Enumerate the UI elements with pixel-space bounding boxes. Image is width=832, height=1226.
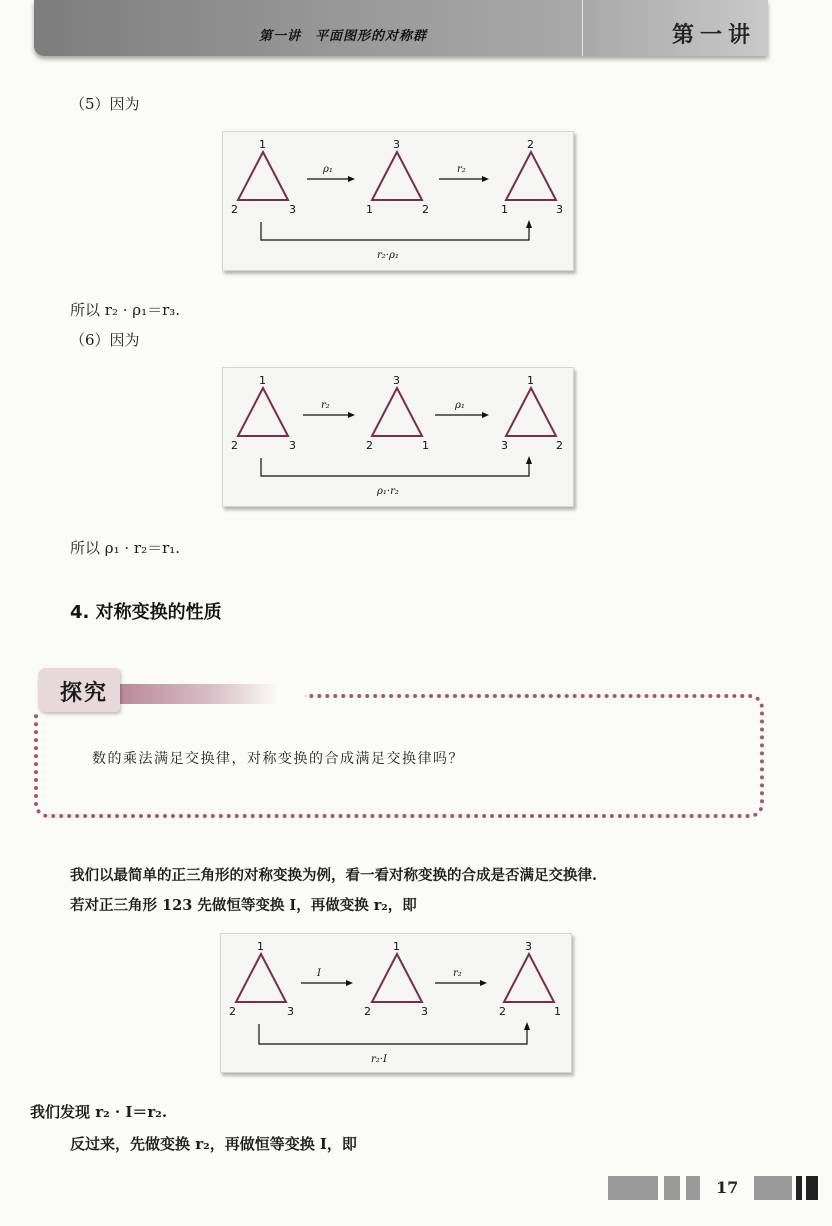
- vertex-label: 1: [422, 439, 429, 452]
- triangle-icon: [506, 152, 556, 200]
- composite-label: r₂·I: [371, 1054, 387, 1065]
- triangle-icon: [238, 152, 288, 200]
- arrowhead-icon: [480, 980, 487, 986]
- item6-label: （6）因为: [70, 331, 140, 349]
- operation-label: ρ₁: [323, 164, 333, 175]
- footer-decor-bar: [806, 1176, 818, 1200]
- vertex-label: 2: [364, 1005, 371, 1018]
- vertex-label: 1: [527, 374, 534, 387]
- composite-arrow-line: [261, 222, 529, 240]
- body-paragraph-line: 反过来，先做变换 r₂，再做恒等变换 I，即: [70, 1135, 357, 1153]
- vertex-label: 2: [499, 1005, 506, 1018]
- explore-label: 探究: [60, 681, 109, 706]
- operation-label: ρ₁: [455, 400, 465, 411]
- footer-decor-bar: [664, 1176, 680, 1200]
- figure-3-diagram: [221, 934, 571, 1072]
- header-title: 第一讲 平面图形的对称群: [259, 29, 428, 44]
- composite-label: r₂·ρ₁: [377, 250, 399, 261]
- figure-1-diagram: [223, 132, 573, 270]
- arrowhead-icon: [526, 456, 532, 464]
- item5-label: （5）因为: [70, 95, 140, 113]
- vertex-label: 3: [501, 439, 508, 452]
- arrowhead-icon: [482, 412, 489, 418]
- vertex-label: 3: [556, 203, 563, 216]
- triangle-icon: [504, 954, 554, 1002]
- vertex-label: 1: [393, 940, 400, 953]
- vertex-label: 2: [229, 1005, 236, 1018]
- page-number: 17: [716, 1178, 739, 1197]
- explore-ribbon: [118, 684, 278, 704]
- operation-label: r₂: [453, 968, 462, 979]
- vertex-label: 3: [289, 439, 296, 452]
- vertex-label: 2: [527, 138, 534, 151]
- vertex-label: 1: [501, 203, 508, 216]
- vertex-label: 1: [259, 374, 266, 387]
- vertex-label: 3: [289, 203, 296, 216]
- header-divider: [582, 0, 583, 56]
- figure-1: [222, 131, 574, 271]
- arrowhead-icon: [346, 980, 353, 986]
- vertex-label: 1: [554, 1005, 561, 1018]
- arrowhead-icon: [482, 176, 489, 182]
- vertex-label: 2: [231, 203, 238, 216]
- arrowhead-icon: [348, 412, 355, 418]
- item6-conclusion: 所以 ρ₁ · r₂＝r₁.: [70, 539, 181, 557]
- vertex-label: 1: [257, 940, 264, 953]
- vertex-label: 2: [366, 439, 373, 452]
- vertex-label: 2: [231, 439, 238, 452]
- header-lecture-label: 第一讲: [672, 22, 757, 48]
- figure-2: [222, 367, 574, 507]
- body-paragraph-line: 若对正三角形 123 先做恒等变换 I，再做变换 r₂，即: [70, 897, 417, 914]
- operation-label: r₂: [457, 164, 466, 175]
- vertex-label: 1: [366, 203, 373, 216]
- arrowhead-icon: [348, 176, 355, 182]
- vertex-label: 1: [259, 138, 266, 151]
- composite-arrow-line: [259, 1024, 527, 1044]
- composite-arrow-line: [261, 458, 529, 476]
- vertex-label: 3: [393, 374, 400, 387]
- composite-label: ρ₁·r₂: [377, 486, 399, 497]
- vertex-label: 3: [287, 1005, 294, 1018]
- triangle-icon: [236, 954, 286, 1002]
- triangle-icon: [372, 152, 422, 200]
- explore-question: 数的乘法满足交换律，对称变换的合成满足交换律吗？: [92, 751, 464, 767]
- triangle-icon: [506, 388, 556, 436]
- arrowhead-icon: [524, 1022, 530, 1030]
- operation-label: r₂: [321, 400, 330, 411]
- footer-decor-bar: [686, 1176, 700, 1200]
- vertex-label: 3: [525, 940, 532, 953]
- vertex-label: 3: [393, 138, 400, 151]
- finding-text: 我们发现 r₂ · I＝r₂.: [30, 1103, 168, 1121]
- vertex-label: 2: [422, 203, 429, 216]
- footer-decor-bar: [754, 1176, 792, 1200]
- arrowhead-icon: [526, 220, 532, 228]
- vertex-label: 3: [421, 1005, 428, 1018]
- footer-decor-bar: [796, 1176, 802, 1200]
- triangle-icon: [372, 388, 422, 436]
- section-heading: 4. 对称变换的性质: [70, 602, 222, 623]
- figure-2-diagram: [223, 368, 573, 506]
- vertex-label: 2: [556, 439, 563, 452]
- body-paragraph-line: 我们以最简单的正三角形的对称变换为例，看一看对称变换的合成是否满足交换律.: [70, 867, 598, 884]
- item5-conclusion: 所以 r₂ · ρ₁＝r₃.: [70, 301, 181, 319]
- triangle-icon: [372, 954, 422, 1002]
- operation-label: I: [317, 968, 321, 979]
- figure-3: [220, 933, 572, 1073]
- triangle-icon: [238, 388, 288, 436]
- footer-decor-bar: [608, 1176, 658, 1200]
- page-header: [34, 0, 768, 56]
